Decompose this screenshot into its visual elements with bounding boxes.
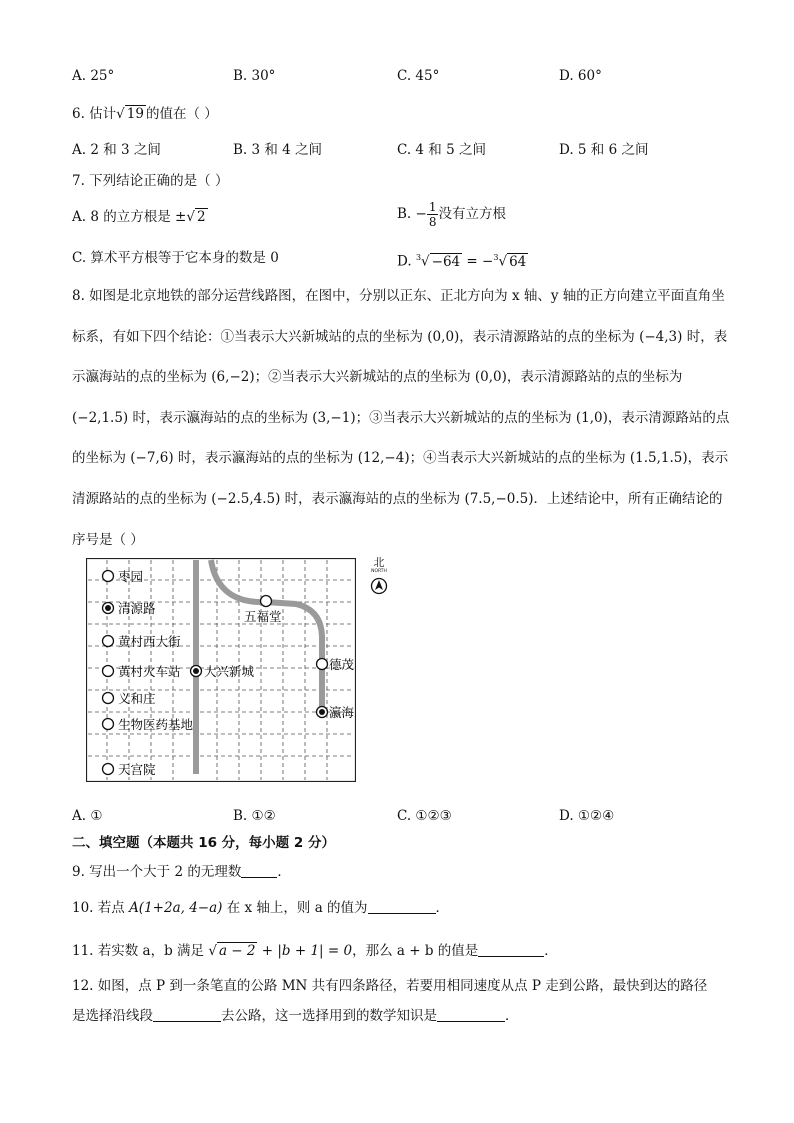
q9	[72, 862, 291, 882]
north-indicator	[366, 557, 392, 599]
section-title: 二、填空题（本题共 16 分，每小题 2 分）	[72, 835, 335, 851]
q6-option-a: A. 2 和 3 之间	[72, 142, 161, 158]
label-qingyuanlu: 清源路	[118, 601, 156, 616]
subway-map	[86, 558, 356, 782]
q5-option-c: C. 45°	[397, 68, 440, 84]
q7-d-radicand1: −64	[431, 253, 461, 270]
q7-b-prefix: B. −	[397, 206, 427, 222]
q6-radicand: 19	[126, 106, 144, 122]
q7-option-d	[397, 248, 528, 272]
q9-answer-blank[interactable]	[241, 863, 277, 878]
q7-option-a	[72, 207, 208, 227]
compass-icon	[370, 577, 388, 595]
q6-option-c: C. 4 和 5 之间	[397, 142, 486, 158]
q7-d-index1: 3	[415, 253, 422, 262]
q9-end: ．	[277, 864, 291, 880]
q7-a-radicand: 2	[196, 209, 206, 225]
q10-end: ．	[435, 900, 450, 916]
label-huangcunhuochezhan: 黄村火车站	[118, 664, 181, 679]
q12-end: ．	[505, 1008, 519, 1024]
q12-line2	[72, 1006, 519, 1026]
q11	[72, 941, 558, 961]
label-wufutang: 五福堂	[244, 609, 282, 624]
q11-expr-rest: + |b + 1| = 0	[257, 943, 353, 959]
station-daxingxincheng-dot	[193, 668, 199, 674]
label-demao: 德茂	[329, 657, 355, 672]
q11-prefix: 11. 若实数 a，b 满足	[72, 943, 209, 959]
q7-b-fraction	[427, 200, 439, 229]
station-yinghai-dot	[319, 709, 325, 715]
station-zaoyuan	[103, 571, 114, 582]
q7-a-prefix: A. 8 的立方根是 ±	[72, 209, 187, 225]
sqrt-sign: √	[116, 106, 125, 122]
q7-option-b	[397, 200, 506, 229]
sqrt-sign: √	[498, 253, 508, 270]
q7-d-prefix: D.	[397, 253, 416, 270]
label-huangcunxidajie: 黄村西大街	[118, 634, 181, 649]
q7-stem: 7. 下列结论正确的是（ ）	[72, 173, 229, 189]
station-shengwuyiyaojidi	[103, 719, 114, 730]
q7-d-radicand2: 64	[509, 253, 527, 270]
label-tiangongyuan: 天宫院	[118, 762, 156, 777]
q11-answer-blank[interactable]	[478, 942, 544, 957]
label-daxingxincheng: 大兴新城	[204, 664, 255, 679]
q8-option-d: D. ①②④	[559, 808, 615, 824]
q11-radicand: a − 2	[218, 943, 256, 959]
q9-text: 9. 写出一个大于 2 的无理数	[72, 864, 242, 880]
sqrt-sign: √	[421, 253, 430, 270]
q6-suffix: 的值在（ ）	[145, 106, 218, 122]
q10-point: A(1+2a, 4−a)	[129, 900, 223, 916]
label-shengwuyiyaojidi: 生物医药基地	[118, 717, 194, 732]
label-zaoyuan: 枣园	[118, 569, 144, 584]
q11-end: ．	[544, 943, 558, 959]
q12-line1: 12. 如图，点 P 到一条笔直的公路 MN 共有四条路径，若要用相同速度从点 P 走到公路，最快到达的路径	[72, 978, 708, 994]
q10-prefix: 10. 若点	[72, 900, 130, 916]
north-label: 北	[373, 556, 385, 569]
q8-option-b: B. ①②	[233, 808, 276, 824]
sqrt-sign: √	[208, 943, 217, 959]
station-tiangongyuan	[103, 764, 114, 775]
q5-option-b: B. 30°	[233, 68, 276, 84]
label-yihezhuang: 义和庄	[118, 691, 156, 706]
label-yinghai: 瀛海	[329, 705, 355, 720]
station-qingyuanlu-dot	[105, 605, 111, 611]
station-huangcunhuochezhan	[103, 666, 114, 677]
q10-answer-blank[interactable]	[368, 899, 436, 914]
q6-prefix: 6. 估计	[72, 106, 117, 122]
q8-option-c: C. ①②③	[397, 808, 452, 824]
q10	[72, 898, 449, 918]
q5-option-d: D. 60°	[559, 68, 602, 84]
q7-b-den: 8	[428, 215, 437, 229]
q6-option-d: D. 5 和 6 之间	[559, 142, 649, 158]
q6-stem	[72, 104, 218, 124]
q12-answer-blank-1[interactable]	[153, 1007, 221, 1022]
station-demao	[317, 659, 328, 670]
q7-b-suffix: 没有立方根	[438, 206, 506, 222]
q12-line2-a: 是选择沿线段	[72, 1008, 153, 1024]
q11-mid: ，那么 a + b 的值是	[352, 943, 479, 959]
q5-option-a: A. 25°	[72, 68, 115, 84]
q8-text: 8. 如图是北京地铁的部分运营线路图，在图中，分别以正东、正北方向为 x 轴、y 轴的正方向建立平面直角坐标系，有如下四个结论：①当表示大兴新城站的点的坐标为 (0,0)，表示清源路站的点的坐标为 (−4,3) 时，表示瀛海站的点的坐标为 (6,−2)；②当表示大兴新城站的点的坐标为 (0,0)，表示清源路站的点的坐标为 (−2,1.5) 时，表示瀛海站的点的坐标为 (3,−1)；③当表示大兴新城站的点的坐标为 (1,0)，表示清源路站的点的坐标为 (−7,6) 时，表示瀛海站的点的坐标为 (12,−4)；④当表示大兴新城站的点的坐标为 (1.5,1.5)，表示清源路站的点的坐标为 (−2.5,4.5) 时，表示瀛海站的点的坐标为 (7.5,−0.5)．上述结论中，所有正确结论的序号是（ ）	[72, 288, 730, 548]
station-huangcunxidajie	[103, 636, 114, 647]
station-wufutang	[261, 596, 272, 607]
q12-line2-b: 去公路，这一选择用到的数学知识是	[221, 1008, 437, 1024]
q8-option-a: A. ①	[72, 808, 103, 824]
north-sublabel: NORTH	[371, 569, 387, 574]
q7-d-mid: = −	[462, 253, 494, 270]
q12-answer-blank-2[interactable]	[437, 1007, 505, 1022]
q10-mid: 在 x 轴上，则 a 的值为	[222, 900, 368, 916]
q6-option-b: B. 3 和 4 之间	[233, 142, 323, 158]
sqrt-sign: √	[186, 209, 195, 225]
q7-d-index2: 3	[493, 253, 499, 262]
q7-option-c: C. 算术平方根等于它本身的数是 0	[72, 250, 279, 266]
q7-b-num: 1	[428, 200, 437, 214]
station-yihezhuang	[103, 693, 114, 704]
